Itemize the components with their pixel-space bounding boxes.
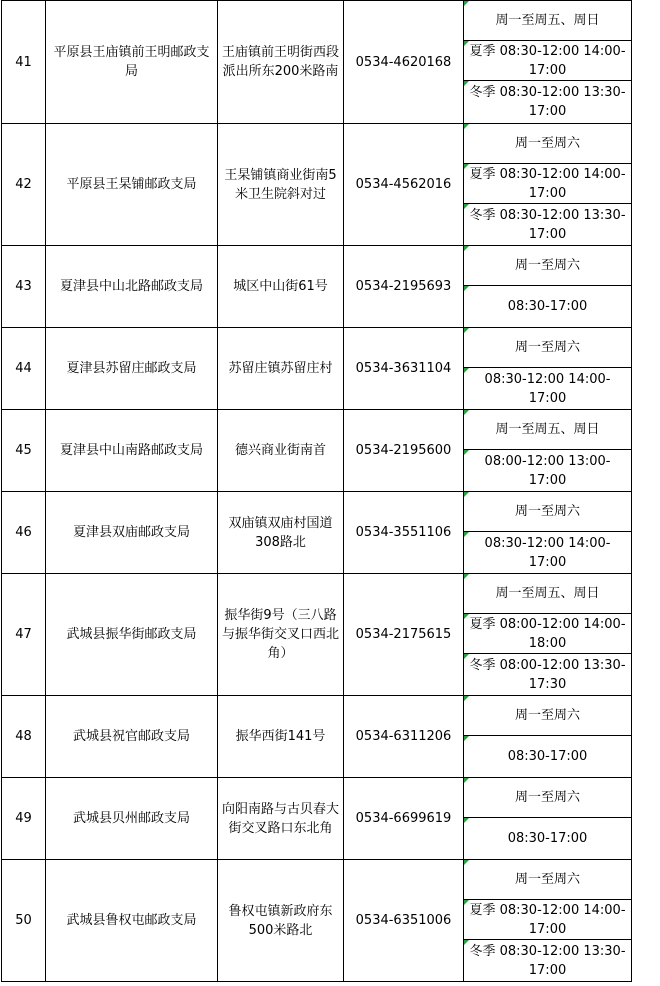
hours-text: 周一至周六 — [514, 872, 580, 887]
corner-mark-icon — [464, 246, 469, 251]
office-phone: 0534-2175615 — [344, 574, 464, 696]
corner-mark-icon — [464, 368, 469, 373]
hours-text: 周一至周五、周日 — [495, 13, 600, 28]
corner-mark-icon — [464, 124, 469, 129]
hours-days — [464, 574, 631, 614]
corner-mark-icon — [464, 614, 469, 619]
hours-text: 周一至周六 — [514, 136, 580, 151]
corner-mark-icon — [464, 164, 469, 169]
corner-mark-icon — [464, 81, 469, 86]
hours-time — [464, 940, 631, 981]
business-hours — [464, 1, 632, 124]
hours-days — [464, 696, 631, 736]
corner-mark-icon — [464, 204, 469, 209]
hours-text: 周一至周六 — [514, 790, 580, 805]
office-phone: 0534-6699619 — [344, 778, 464, 860]
hours-time — [464, 41, 631, 81]
corner-mark-icon — [464, 492, 469, 497]
office-address: 向阳南路与古贝春大街交叉路口东北角 — [218, 778, 344, 860]
office-address: 王庙镇前王明街西段派出所东200米路南 — [218, 1, 344, 124]
office-address: 德兴商业街南首 — [218, 410, 344, 492]
hours-text: 周一至周六 — [514, 258, 580, 273]
corner-mark-icon — [464, 450, 469, 455]
business-hours — [464, 124, 632, 246]
office-name: 平原县王庙镇前王明邮政支局 — [46, 1, 218, 124]
office-address: 苏留庄镇苏留庄村 — [218, 328, 344, 410]
hours-time — [464, 450, 631, 491]
row-number: 48 — [2, 696, 46, 778]
hours-time — [464, 204, 631, 245]
hours-text: 冬季 08:30-12:00 13:30-17:00 — [469, 207, 626, 242]
hours-time — [464, 654, 631, 695]
hours-days — [464, 1, 631, 41]
corner-mark-icon — [464, 900, 469, 905]
corner-mark-icon — [464, 286, 469, 291]
office-address: 振华西街141号 — [218, 696, 344, 778]
table-row — [2, 246, 632, 328]
table-row — [2, 328, 632, 410]
hours-text: 08:00-12:00 13:00-17:00 — [484, 453, 611, 488]
row-number: 45 — [2, 410, 46, 492]
hours-text: 周一至周六 — [514, 708, 580, 723]
business-hours — [464, 328, 632, 410]
office-address: 鲁权屯镇新政府东500米路北 — [218, 860, 344, 982]
hours-time — [464, 818, 631, 859]
office-address: 振华街9号（三八路与振华街交叉口西北角） — [218, 574, 344, 696]
table-row — [2, 574, 632, 696]
corner-mark-icon — [464, 1, 469, 6]
office-name: 武城县祝官邮政支局 — [46, 696, 218, 778]
hours-text: 08:30-12:00 14:00-17:00 — [484, 535, 611, 570]
business-hours — [464, 778, 632, 860]
office-address: 双庙镇双庙村国道308路北 — [218, 492, 344, 574]
corner-mark-icon — [464, 41, 469, 46]
office-name: 夏津县双庙邮政支局 — [46, 492, 218, 574]
hours-text: 周一至周六 — [514, 504, 580, 519]
hours-text: 08:30-17:00 — [507, 831, 588, 846]
corner-mark-icon — [464, 328, 469, 333]
table-body — [2, 1, 632, 982]
business-hours — [464, 410, 632, 492]
hours-text: 夏季 08:30-12:00 14:00-17:00 — [469, 902, 626, 937]
hours-text: 08:30-12:00 14:00-17:00 — [484, 371, 611, 406]
hours-text: 08:30-17:00 — [507, 299, 588, 314]
hours-text: 夏季 08:30-12:00 14:00-17:00 — [469, 166, 626, 201]
row-number: 47 — [2, 574, 46, 696]
hours-text: 冬季 08:30-12:00 13:30-17:00 — [469, 85, 626, 119]
business-hours — [464, 492, 632, 574]
office-phone: 0534-4562016 — [344, 124, 464, 246]
table-row — [2, 696, 632, 778]
office-address: 城区中山街61号 — [218, 246, 344, 328]
hours-text: 周一至周五、周日 — [495, 586, 600, 601]
hours-days — [464, 328, 631, 368]
office-name: 武城县鲁权屯邮政支局 — [46, 860, 218, 982]
row-number: 41 — [2, 1, 46, 124]
hours-time — [464, 368, 631, 409]
hours-text: 周一至周六 — [514, 340, 580, 355]
hours-days — [464, 124, 631, 164]
business-hours — [464, 860, 632, 982]
corner-mark-icon — [464, 410, 469, 415]
corner-mark-icon — [464, 654, 469, 659]
office-name: 夏津县苏留庄邮政支局 — [46, 328, 218, 410]
corner-mark-icon — [464, 818, 469, 823]
corner-mark-icon — [464, 574, 469, 579]
hours-text: 夏季 08:00-12:00 14:00-18:00 — [469, 616, 626, 651]
office-phone: 0534-6311206 — [344, 696, 464, 778]
office-phone: 0534-4620168 — [344, 1, 464, 124]
office-phone: 0534-3551106 — [344, 492, 464, 574]
hours-text: 夏季 08:30-12:00 14:00-17:00 — [469, 43, 626, 78]
corner-mark-icon — [464, 860, 469, 865]
row-number: 42 — [2, 124, 46, 246]
table-row — [2, 410, 632, 492]
office-phone: 0534-2195693 — [344, 246, 464, 328]
office-name: 武城县振华街邮政支局 — [46, 574, 218, 696]
hours-time — [464, 532, 631, 573]
table-row — [2, 860, 632, 982]
corner-mark-icon — [464, 696, 469, 701]
office-address: 王杲铺镇商业街南5米卫生院斜对过 — [218, 124, 344, 246]
table-row — [2, 124, 632, 246]
table-row — [2, 778, 632, 860]
hours-days — [464, 246, 631, 286]
corner-mark-icon — [464, 532, 469, 537]
hours-days — [464, 860, 631, 900]
hours-text: 冬季 08:00-12:00 13:30-17:30 — [469, 657, 626, 692]
row-number: 43 — [2, 246, 46, 328]
corner-mark-icon — [464, 778, 469, 783]
table-row — [2, 492, 632, 574]
office-phone: 0534-3631104 — [344, 328, 464, 410]
office-name: 武城县贝州邮政支局 — [46, 778, 218, 860]
hours-time — [464, 286, 631, 327]
hours-time — [464, 614, 631, 654]
hours-days — [464, 778, 631, 818]
hours-time — [464, 736, 631, 777]
row-number: 50 — [2, 860, 46, 982]
business-hours — [464, 696, 632, 778]
business-hours — [464, 246, 632, 328]
hours-time — [464, 900, 631, 940]
corner-mark-icon — [464, 940, 469, 945]
row-number: 46 — [2, 492, 46, 574]
office-phone: 0534-2195600 — [344, 410, 464, 492]
hours-text: 周一至周五、周日 — [495, 422, 600, 437]
row-number: 49 — [2, 778, 46, 860]
hours-time — [464, 164, 631, 204]
table-row — [2, 1, 632, 124]
office-name: 夏津县中山南路邮政支局 — [46, 410, 218, 492]
post-office-table — [1, 0, 632, 982]
hours-time — [464, 81, 631, 123]
hours-days — [464, 410, 631, 450]
business-hours — [464, 574, 632, 696]
corner-mark-icon — [464, 736, 469, 741]
hours-text: 冬季 08:30-12:00 13:30-17:00 — [469, 943, 626, 978]
office-name: 夏津县中山北路邮政支局 — [46, 246, 218, 328]
office-phone: 0534-6351006 — [344, 860, 464, 982]
hours-days — [464, 492, 631, 532]
row-number: 44 — [2, 328, 46, 410]
hours-text: 08:30-17:00 — [507, 749, 588, 764]
office-name: 平原县王杲铺邮政支局 — [46, 124, 218, 246]
